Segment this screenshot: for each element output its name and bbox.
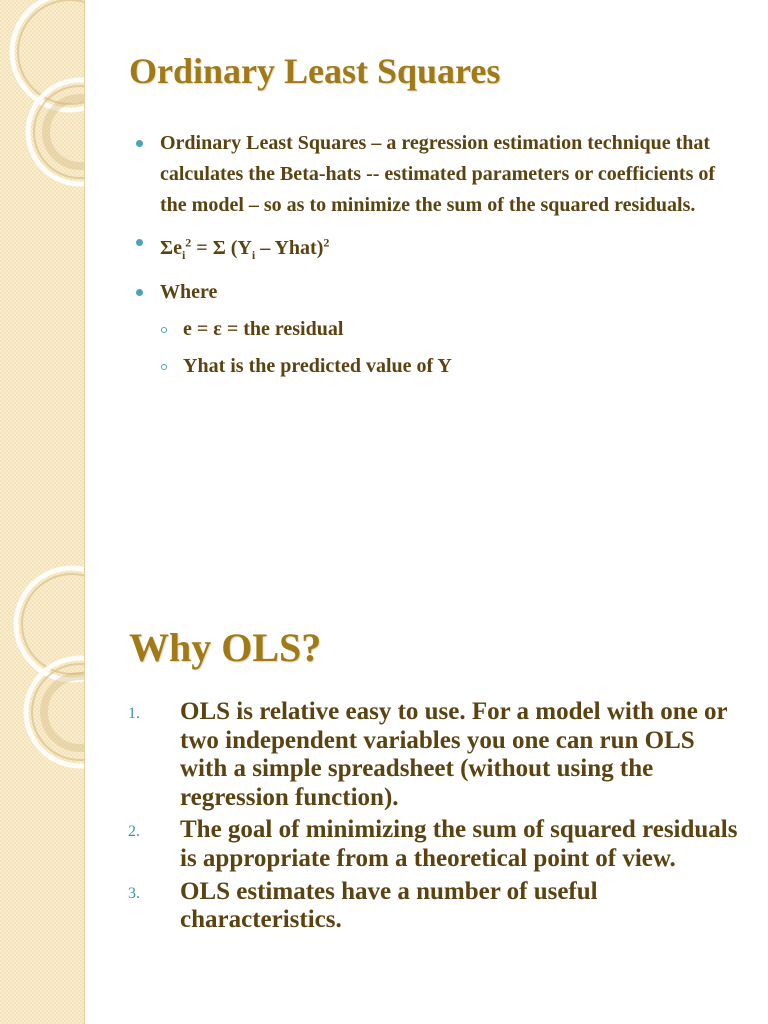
list-item-text: OLS is relative easy to use. For a model with one or two independent variables you one can run OLS with a simple spreadsheet (without using the regression function).	[180, 698, 728, 811]
decorative-sidebar	[0, 0, 85, 512]
list-number: 2.	[128, 823, 140, 841]
list-item	[133, 128, 733, 221]
formula: $\Sigma e_i^2 = \Sigma$ ($Y_i$ – Yhat)$^2$	[160, 235, 330, 262]
decorative-sidebar	[0, 512, 85, 1024]
list-item	[128, 698, 748, 812]
sub-list-item	[133, 314, 733, 345]
sub-bullet-text: e = ε = the residual	[183, 317, 344, 340]
list-item-formula	[133, 227, 733, 271]
sub-bullet-icon	[161, 364, 167, 370]
decorative-rings-icon	[0, 512, 84, 1024]
list-item-text: OLS estimates have a number of useful characteristics.	[180, 877, 598, 934]
list-number: 3.	[128, 884, 140, 902]
list-item	[133, 277, 733, 308]
bullet-text: Ordinary Least Squares – a regression estimation technique that calculates the Beta-hats -- estimated parameters or coefficients of the model – so as to minimize the sum of the squared residuals.	[160, 132, 716, 216]
bullet-text: Where	[160, 280, 218, 303]
slide-title: Why OLS?	[129, 625, 322, 670]
sub-bullet-text: Yhat is the predicted value of Y	[183, 354, 452, 377]
bullet-icon	[136, 289, 143, 296]
decorative-rings-icon	[0, 0, 84, 512]
sub-bullet-icon	[161, 327, 167, 333]
list-item-text: The goal of minimizing the sum of squared residuals is appropriate from a theoretical point of view.	[180, 816, 738, 872]
slide-why-ols	[0, 512, 768, 1024]
numbered-list	[128, 698, 748, 939]
slide-title: Ordinary Least Squares	[129, 51, 501, 91]
list-number: 1.	[128, 705, 140, 722]
bullet-icon	[136, 239, 143, 246]
list-item	[128, 878, 748, 935]
bullet-list	[133, 128, 733, 388]
sub-list-item	[133, 351, 733, 382]
bullet-icon	[136, 140, 143, 147]
list-item	[128, 816, 748, 873]
